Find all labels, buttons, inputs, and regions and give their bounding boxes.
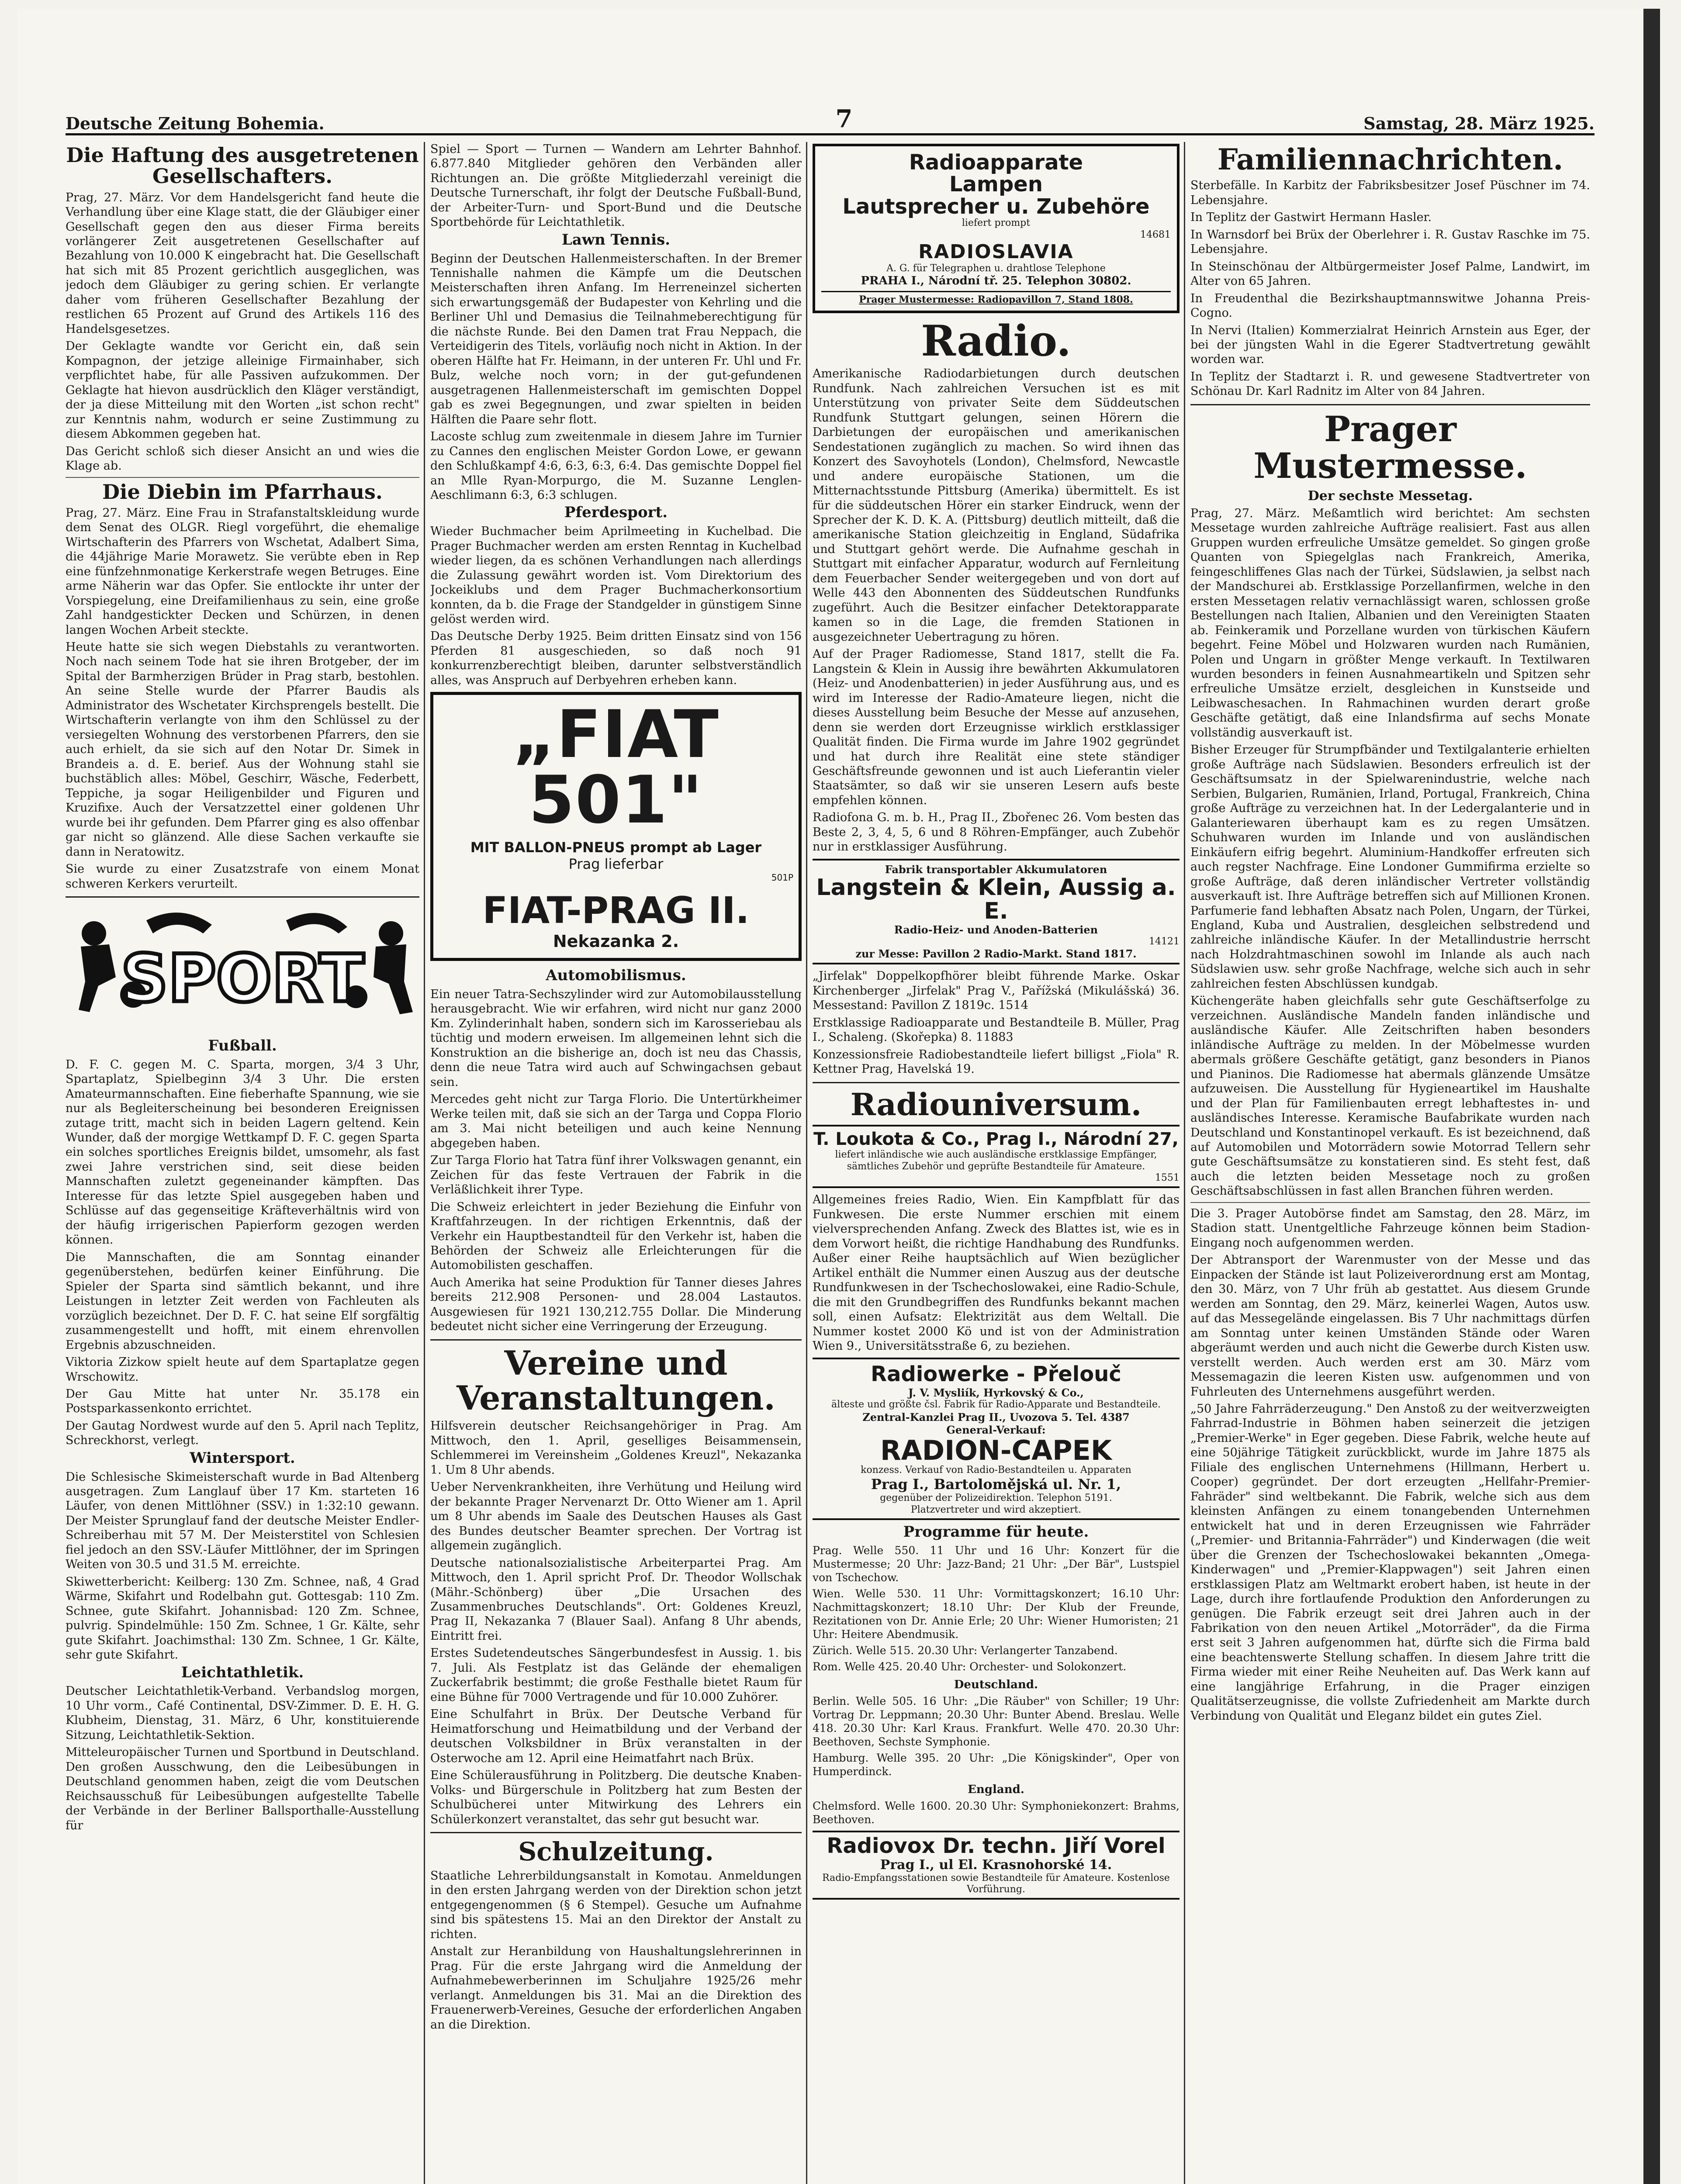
program-entry: Hamburg. Welle 395. 20 Uhr: „Die Königskinder", Oper von Humperdinck.: [813, 1752, 1179, 1778]
fiat-address: Nekazanka 2.: [553, 932, 679, 951]
article-text: Der Geklagte wandte vor Gericht ein, daß sein Kompagnon, der jetzige alleinige Firmainhaber, sich verpflichtet habe, für alle Passiven aufzukommen. Der Geklagte hat hievon ausdrücklich den Kläger verständigt, der ja diese Mitteilung mit den Worten „ist schon recht" zur Kenntnis nahm, wodurch er seine Zustimmung zu diesem Abkommen gegeben hat.: [66, 339, 419, 441]
program-entry: Wien. Welle 530. 11 Uhr: Vormittagskonzert; 16.10 Uhr: Nachmittagskonzert; 18.10 Uhr: Der Klub der Freunde, Rezitationen von Dr. Annie Erle; 20 Uhr: Wiener Humoristen; 21 Uhr: Heitere Abendmusik.: [813, 1587, 1179, 1641]
ad-line: Lautsprecher u. Zubehöre: [842, 194, 1150, 219]
headline-programme: Programme für heute.: [903, 1523, 1089, 1541]
ad-brand: Langstein & Klein, Aussig a. E.: [816, 874, 1176, 925]
article-text: Staatliche Lehrerbildungsanstalt in Komotau. Anmeldungen in den ersten Jahrgang werden von der Direktion schon jetzt entgegengenommen (§ 6 Stempel). Gesuche um Aufnahme sind bis spätestens 15. Mai an den Direktor der Anstalt zu richten.: [430, 1869, 802, 1941]
loukota-advertisement: [813, 1125, 1179, 1188]
article-text: Erstklassige Radioapparate und Bestandteile B. Müller, Prag I., Schaleng. (Skořepka) 8. 11883: [813, 1016, 1179, 1044]
ad-brand: RADION-CAPEK: [880, 1434, 1112, 1466]
radiovox-advertisement: [813, 1831, 1179, 1900]
article-text: In Teplitz der Stadtarzt i. R. und gewesene Stadtvertreter von Schönau Dr. Karl Radnitz im Alter von 84 Jahren.: [1190, 370, 1590, 398]
divider: [66, 896, 419, 898]
article-text: Die Mannschaften, die am Sonntag einander gegenüberstehen, bedürfen keiner Einführung. Die Spieler der Sparta sind sämtlich bekannt, und ihre Leistungen in letzter Zeit werden von Fachleuten als vorzüglich bezeichnet. Der D. F. C. hat seine Elf sorgfältig zusammengestellt und hofft, mit einem ehrenvollen Ergebnis abzuschneiden.: [66, 1250, 419, 1352]
fiat-dealer: FIAT-PRAG II.: [482, 889, 750, 932]
page-number: 7: [835, 104, 853, 133]
ad-line: liefert prompt: [962, 218, 1031, 229]
article-text: In Warnsdorf bei Brüx der Oberlehrer i. R. Gustav Raschke im 75. Lebensjahre.: [1190, 228, 1590, 256]
langstein-klein-advertisement: [813, 859, 1179, 965]
radioslavia-advertisement: [813, 144, 1179, 313]
headline-diebin: Die Diebin im Pfarrhaus.: [102, 480, 383, 504]
article-text: Der Abtransport der Warenmuster von der Messe und das Einpacken der Stände ist laut Polizeiverordnung erst am Montag, den 30. März, von 7 Uhr früh ab gestattet. Aus diesem Grunde werden am Sonntag, den 29. März, keinerlei Wagen, Autos usw. auf das Messegelände eingelassen. Bis 7 Uhr nachmittags dürfen am Sonntag unter keinen Umständen Stände oder Waren abgeräumt werden und auch nicht die Gewerbe durch Kisten usw. verstellt werden. Auch werden erst am 30. März vom Messemagazin die leeren Kisten usw. aufgenommen und von Fuhrleuten des Unternehmens ausgeführt werden.: [1190, 1253, 1590, 1399]
article-text: D. F. C. gegen M. C. Sparta, morgen, 3/4 3 Uhr, Spartaplatz, Spielbeginn 3/4 3 Uhr. Die ersten Amateurmannschaften. Eine fieberhafte Spannung, wie sie nur als Begleiterscheinung bei besonderen Ereignissen zutage tritt, macht sich in beiden Lagern geltend. Kein Wunder, daß der morgige Wettkampf D. F. C. gegen Sparta ein solches sportliches Ereignis bildet, umsomehr, als fast zwei Jahre verstrichen sind, seit diese beiden Mannschaften zuletzt gegeneinander kämpften. Das Interesse für das letzte Spiel ausgegeben haben und Schlüsse auf das gegenseitige Kräfteverhältnis wird von der häufig irrigerischen Papierform gezogen werden können.: [66, 1057, 419, 1247]
article-text: Mitteleuropäischer Turnen und Sportbund in Deutschland. Den großen Ausschwung, den die Leibesübungen in Deutschland genommen haben, zeigt die vom Deutschen Reichsausschuß für Leibesübungen aufgestellte Tabelle der Verbände in der Berliner Ballsporthalle-Ausstellung für: [66, 1745, 419, 1832]
headline-fussball: Fußball.: [208, 1037, 277, 1054]
ad-address: PRAHA I., Národní tř. 25. Telephon 30802.: [861, 274, 1131, 288]
ad-line: zur Messe: Pavillon 2 Radio-Markt. Stand 1817.: [855, 947, 1137, 961]
article-text: Beginn der Deutschen Hallenmeisterschaften. In der Bremer Tennishalle nahmen die Kämpfe um die Deutschen Meisterschaften ihren Anfang. Im Herreneinzel sicherten sich erwartungsgemäß der Budapester von Kehrling und die Berliner Uhl und Demasius die Teilnahmeberechtigung für die nächste Runde. Bei den Damen trat Frau Neppach, die Verteidigerin des Titels, vorläufig noch nicht in Aktion. In der oberen Hälfte hat Fr. Heimann, in der unteren Fr. Uhl und Fr. Bulz, welche noch vorn; in der gut-gefundenen ausgetragenen Hallenmeisterschaft im gemischten Doppel gab es zwei Begegnungen, und zwar spielten in beiden Hälften die Paare sehr flott.: [430, 252, 802, 426]
ad-line: gegenüber der Polizeidirektion. Telephon 5191.: [880, 1493, 1112, 1504]
article-text: Küchengeräte haben gleichfalls sehr gute Geschäftserfolge zu verzeichnen. Ausländische Mandeln fanden inländische und ausländische Käufer. Alle Zeitschriften haben besonders inländische Aufträge zu melden. In der Möbelmesse wurden abermals größere Geschäfte getätigt, ganz besonders in Pianos und Pianinos. Die Radiomesse hat abermals glänzende Umsätze aufzuweisen. Die Ausstellung für Hygieneartikel im Haushalte und der Plan für Familienbauten erregt lebhaftestes in- und ausländisches Interesse. Keramische Baufabrikate wurden nach Deutschland und Konstantinopel verkauft. Es ist bezeichnend, daß auf Automobilen und Motorrädern sowie Motorrad Tellern sehr gute Geschäftsumsätze zu konstatieren sind. Es steht fest, daß auch die letzten beiden Messetage noch zu großen Geschäftsabschlüssen in fast allen Branchen führen werden.: [1190, 994, 1590, 1198]
article-text: Deutscher Leichtathletik-Verband. Verbandslog morgen, 10 Uhr vorm., Café Continental, DSV-Zimmer. D. E. H. G. Klubheim, Dienstag, 31. März, 6 Uhr, konstituierende Sitzung, Leichtathletik-Sektion.: [66, 1684, 419, 1742]
headline-leichtathletik: Leichtathletik.: [181, 1663, 304, 1681]
article-text: Prag, 27. März. Eine Frau in Strafanstaltskleidung wurde dem Senat des OLGR. Riegl vorgeführt, die ehemalige Wirtschafterin des Pfarrers von Wschetat, Adalbert Sima, die 44jährige Marie Morawetz. Sie verübte eben in Rep eine fünfzehnmonatige Kerkerstrafe wegen Betruges. Eine arme Näherin war das Opfer. Sie entlockte ihr unter der Vorspiegelung, eine Dreifamilienhaus zu sein, eine große Zahl handgestickter Decken und Schürzen, in denen langen Wochen Arbeit steckte.: [66, 506, 419, 637]
ad-line: Radio-Heiz- und Anoden-Batterien: [894, 923, 1098, 936]
radiowerke-advertisement: [813, 1358, 1179, 1520]
headline-radio: Radio.: [921, 316, 1071, 366]
article-text: Der Gautag Nordwest wurde auf den 5. April nach Teplitz, Schreckhorst, verlegt.: [66, 1419, 419, 1448]
column-rule: [424, 142, 425, 2184]
page-header: [66, 103, 1595, 135]
article-text: Hilfsverein deutscher Reichsangehöriger in Prag. Am Mittwoch, den 1. April, geselliges Beisammensein, Schlemmerei im Vereinsheim „Goldenes Kreuzl", Nekazanka 1. Um 8 Uhr abends.: [430, 1419, 802, 1477]
article-text: In Teplitz der Gastwirt Hermann Hasler.: [1190, 211, 1432, 225]
article-text: Skiwetterbericht: Keilberg: 130 Zm. Schnee, naß, 4 Grad Wärme, Skifahrt und Rodelbahn gut. Gottesgab: 110 Zm. Schnee, gute Skifahrt. Johannisbad: 120 Zm. Schnee, pulvrig. Spindelmühle: 150 Zm. Schnee, 1 Gr. Kälte, sehr gute Skifahrt. Joachimsthal: 130 Zm. Schnee, 1 Gr. Kälte, sehr gute Skifahrt.: [66, 1575, 419, 1662]
article-text: Anstalt zur Heranbildung von Haushaltungslehrerinnen in Prag. Für die erste Jahrgang wird die Anmeldung der Aufnahmebewerberinnen im Schuljahre 1925/26 mehr verlangt. Anmeldungen bis 31. Mai an die Direktion des Frauenerwerb-Vereines, Gesuche der erforderlichen Angaben an die Direktion.: [430, 1945, 802, 2032]
program-entry: Berlin. Welle 505. 16 Uhr: „Die Räuber" von Schiller; 19 Uhr: Vortrag Dr. Leppmann; 20.30 Uhr: Bunter Abend. Breslau. Welle 418. 20.30 Uhr: Karl Kraus. Frankfurt. Welle 470. 20.30 Uhr: Beethoven, Sechste Symphonie.: [813, 1695, 1179, 1749]
issue-date: Samstag, 28. März 1925.: [1363, 114, 1595, 133]
ad-line: J. V. Mysliík, Hyrkovský & Co.,: [908, 1386, 1084, 1400]
paper-title: Deutsche Zeitung Bohemia.: [66, 114, 325, 133]
ad-line: Lampen: [949, 172, 1043, 197]
article-text: Auch Amerika hat seine Produktion für Tanner dieses Jahres bereits 212.908 Personen- und 28.004 Lastautos. Ausgewiesen für 1921 130,212.755 Dollar. Die Minderung bedeutet nicht sicher eine Verringerung der Erzeugung.: [430, 1275, 802, 1334]
ad-line: Radio-Empfangsstationen sowie Bestandteile für Amateure. Kostenlose Vorführung.: [822, 1872, 1170, 1895]
program-entry: Rom. Welle 425. 20.40 Uhr: Orchester- und Solokonzert.: [813, 1660, 1127, 1673]
article-text: Eine Schulfahrt in Brüx. Der Deutsche Verband für Heimatforschung und Heimatbildung und der Verband der deutschen Volksbildner in Brüx veranstalten in der Osterwoche am 12. April eine Heimatfahrt nach Brüx.: [430, 1707, 802, 1765]
scan-edge: [1643, 9, 1660, 2184]
ad-code: 14681: [1140, 229, 1171, 240]
ad-brand: T. Loukota & Co., Prag I., Národní 27,: [813, 1129, 1179, 1150]
ad-line: Zentral-Kanzlei Prag II., Uvozova 5. Tel. 4387: [862, 1410, 1130, 1424]
fiat-line: Prag lieferbar: [568, 856, 664, 873]
divider: [813, 1082, 1179, 1083]
ad-address: Prag I., ul El. Krasnohorské 14.: [880, 1857, 1112, 1873]
headline-schulzeitung: Schulzeitung.: [518, 1837, 714, 1867]
article-text: Sterbefälle. In Karbitz der Fabriksbesitzer Josef Püschner im 74. Lebensjahre.: [1190, 179, 1590, 207]
article-text: Prag, 27. März. Meßamtlich wird berichtet: Am sechsten Messetage wurden zahlreiche Aufträge realisiert. Fast aus allen Gruppen wurden erfreuliche Umsätze gemeldet. So gingen große Quanten von Spiegelglas nach Frankreich, Amerika, feingeschliffenes Glas nach der Türkei, Südslawien, ja selbst nach der Mandschurei ab. Erstklassige Porzellanfirmen, welche in den ersten Messetagen relativ vernachlässigt waren, schlossen große Bestellungen nach Italien, Albanien und den Vereinigten Staaten ab. Feinkeramik und Porzellane wurden von türkischen Käufern begehrt. Feine Möbel und Holzwaren wurden nach Rumänien, Polen und Ungarn in größter Menge verkauft. In Textilwaren wurden besonders in feinen Ausnahmeartikeln und Spitzen sehr erfreuliche Umsätze erzielt, desgleichen in Kunstseide und Leibwaschesachen. In Rahmachinen wurden derart große Geschäfte getätigt, daß eine Inlandsfirma auf sechs Monate vollständig ausverkauft ist.: [1190, 506, 1590, 740]
article-text: Amerikanische Radiodarbietungen durch deutschen Rundfunk. Nach zahlreichen Versuchen ist es mit Unterstützung von privater Seite dem Süddeutschen Rundfunk Stuttgart gelungen, seinen Hörern die Darbietungen der europäischen und amerikanischen Sendestationen zugänglich zu machen. So wird ihnen das Konzert des Savoyhotels (London), Chelmsford, Newcastle und andere europäische Stationen, um die Mitternachtsstunde Pittsburg (Amerika) übermittelt. Es ist für die süddeutschen Hörer ein starker Eindruck, wenn der Sprecher der K. D. K. A. (Pittsburg) deutlich mitteilt, daß die amerikanische Station gleichzeitig in England, Südafrika und Stuttgart gehört werde. Die Aufnahme geschah in Stuttgart mit einfacher Apparatur, wodurch auf Fernleitung dem Feuerbacher Sender weitergegeben und von dort auf Welle 443 den Abonnenten des Süddeutschen Rundfunks zugeführt. Auch die Besitzer einfacher Detektorapparate kamen so in die Lage, die fremden Stationen in ausgezeichneter Uebertragung zu hören.: [813, 367, 1179, 644]
article-text: Ein neuer Tatra-Sechszylinder wird zur Automobilausstellung herausgebracht. Wie wir erfahren, wird nicht nur ganz 2000 Km. Zylinderinhalt haben, sondern sich im Karosseriebau als tüchtig und modern erweisen. Im allgemeinen lehnt sich die Konstruktion an die bisherige an, doch ist neu das Chassis, denn die neue Tatra wird auch auf Schwingachsen gebaut sein.: [430, 988, 802, 1089]
article-text: Viktoria Zizkow spielt heute auf dem Spartaplatze gegen Wrschowitz.: [66, 1355, 419, 1384]
program-section: England.: [968, 1783, 1024, 1797]
article-text: Das Gericht schloß sich dieser Ansicht an und wies die Klage ab.: [66, 444, 419, 473]
divider: [430, 1339, 802, 1341]
article-text: Die Schlesische Skimeisterschaft wurde in Bad Altenberg ausgetragen. Zum Langlauf über 17 Km. starteten 16 Läufer, von denen Mittlöhner (SSV.) in 1:32:10 gewann. Der Meister Sprunglauf fand der deutsche Meister Endler-Schreiberhau mit 57 M. Der Meisterstitel von Schlesien fiel jedoch an den SSV.-Läufer Mittlöhner, der im Springen Weiten von 30.5 und 31.5 M. erreichte.: [66, 1470, 419, 1572]
column-rule: [1184, 142, 1185, 2184]
article-text: „Jirfelak" Doppelkopfhörer bleibt führende Marke. Oskar Kirchenberger „Jirfelak" Prag V., Pařížská (Mikulášská) 36. Messestand: Pavillon Z 1819c. 1514: [813, 969, 1179, 1013]
ad-brand: Radiovox Dr. techn. Jiří Vorel: [827, 1834, 1166, 1859]
article-text: Zur Targa Florio hat Tatra fünf ihrer Volkswagen genannt, ein Zeichen für das feste Vertrauen der Fabrik in die Verläßlichkeit ihrer Type.: [430, 1154, 802, 1197]
ad-line: konzess. Verkauf von Radio-Bestandteilen u. Apparaten: [861, 1464, 1131, 1476]
sport-banner: [66, 903, 419, 1034]
article-text: „50 Jahre Fahrräderzeugung." Den Anstoß zu der weitverzweigten Fahrrad-Industrie in Böhmen haben seinerzeit die jetzigen „Premier-Werke" in Eger gegeben. Diese Fabrik, welche heute auf eine 50jährige Tätigkeit zurückblickt, wurde im Jahre 1875 als Filiale des englischen Unternehmens (Hillmann, Herbert u. Cooper) gegründet. Der dort erzeugten „Hellfahr-Premier-Fahräder" sind weltbekannt. Die Fabrik, welche sich aus dem kleinsten Anfängen zu einem tonangebenden Unternehmen entwickelt hat und in deren Erzeugnissen wie Fahrräder („Premier- und Britannia-Fahrräder") und Kinderwagen (die weit über die Grenzen der Tschechoslowakei bekannten „Omega-Kinderwagen" und „Premier-Klappwagen") seit Jahren einen erstklassigen Platz am Weltmarkt erobert haben, ist heute in der Lage, durch ihre fortlaufende Produktion den Anforderungen zu genügen. Die Fabrik erzeugt seit drei Jahren auch in der Fabrikation von den neuen Artikel „Motorräder", da die Firma erst seit 3 Jahren aufgenommen hat, dürfte sich die Firma bald eine beachtenswerte Stellung schaffen. In diesem Jahre tritt die Firma wieder mit einer Reihe Neuheiten auf. Das Werk kann auf eine langjährige Erfahrung, in die Prager einzigen Qualitätserzeugnisse, die vollste Zufriedenheit am Markte durch Verbindung von Qualität und Eleganz bildet ein gutes Ziel.: [1190, 1402, 1590, 1723]
sport-illustration: [66, 903, 419, 1034]
sport-word: SPORT: [121, 940, 364, 1017]
subheadline: Der sechste Messetag.: [1307, 488, 1473, 504]
column-4: [1190, 142, 1590, 2184]
article-text: In Nervi (Italien) Kommerzialrat Heinrich Arnstein aus Eger, der bei der jüngsten Wahl in die Egerer Stadtvertretung gewählt worden war.: [1190, 323, 1590, 366]
headline-mustermesse: Prager Mustermesse.: [1253, 408, 1527, 486]
headline-familiennachrichten: Familiennachrichten.: [1217, 142, 1563, 176]
fiat-code: 501P: [771, 872, 793, 883]
headline-haftung: Die Haftung des ausgetretenen Gesellschafters.: [66, 143, 419, 188]
article-text: Heute hatte sie sich wegen Diebstahls zu verantworten. Noch nach seinem Tode hat sie ihren Brotgeber, der im Spital der Barmherzigen Brüder in Prag starb, bestohlen. An seine Stelle wurde der Pfarrer Baudis als Administrator des Wschetater Kirchsprengels bestellt. Die Wirtschafterin verlangte von ihm den Schlüssel zu der versiegelten Wohnung des verstorbenen Pfarrers, den sie auch erhielt, da sie sich auf den Notar Dr. Simek in Brandeis a. d. E. berief. Aus der Wohnung stahl sie buchstäblich alles: Möbel, Geschirr, Wäsche, Federbett, Teppiche, ja sogar Heiligenbilder und Figuren und Kruzifixe. Auch der Versatzzettel einer goldenen Uhr wurde bei ihr gefunden. Dem Pfarrer ging es also offenbar gar nicht so glänzend. Alle diese Sachen verkaufte sie dann in Neratowitz.: [66, 640, 419, 859]
article-text: Auf der Prager Radiomesse, Stand 1817, stellt die Fa. Langstein & Klein in Aussig ihre bewährten Akkumulatoren (Heiz- und Anodenbatterien) in jeder Ausführung aus, und es wird im Interesse der Radio-Amateure liegen, nicht die dieses Ausstellung beim Besuche der Messe auf anzusehen, denn sie werden dort Erzeugnisse wirklich erstklassiger Qualität finden. Die Firma wurde im Jahre 1902 gegründet und hat durch ihre Realität eine stete ständiger Geschäftsfreunde gewonnen und ist auch Lieferantin vieler Staatsämter, so daß wir sie unseren Lesern aufs beste empfehlen können.: [813, 647, 1179, 807]
headline-wintersport: Wintersport.: [190, 1449, 295, 1467]
ad-code: 14121: [1149, 936, 1179, 947]
headline-vereine: Vereine und Veranstaltungen.: [457, 1343, 775, 1417]
article-text: Wieder Buchmacher beim Aprilmeeting in Kuchelbad. Die Prager Buchmacher werden am ersten Renntag in Kuchelbad wieder liegen, da es schönen Verhandlungen nach allerdings die Zulassung gewährt worden ist. Vom Direktorium des Jockeiklubs und dem Prager Buchmacherkonsortium konnten, da b. die Frage der Standgelder in günstigem Sinne gelöst werden wird.: [430, 525, 802, 626]
divider: [430, 1832, 802, 1833]
article-text: In Freudenthal die Bezirkshauptmannswitwe Johanna Preis-Cogno.: [1190, 291, 1590, 320]
divider: [1190, 1202, 1590, 1203]
ad-brand: RADIOSLAVIA: [918, 240, 1074, 263]
headline-radiouniversum: Radiouniversum.: [850, 1086, 1142, 1123]
divider: [66, 477, 419, 478]
ad-line: Fabrik transportabler Akkumulatoren: [885, 863, 1107, 876]
article-text: Radiofona G. m. b. H., Prag II., Zbořenec 26. Vom besten das Beste 2, 3, 4, 5, 6 und 8 Röhren-Empfänger, auch Zubehör nur in erstklassiger Ausführung.: [813, 811, 1179, 854]
ad-line: Platzvertreter und wird akzeptiert.: [910, 1504, 1082, 1515]
headline-automobilismus: Automobilismus.: [546, 967, 686, 985]
program-entry: Zürich. Welle 515. 20.30 Uhr: Verlangerter Tanzabend.: [813, 1644, 1118, 1657]
ad-line: liefert inländische wie auch ausländische erstklassige Empfänger, sämtliches Zubehör und geprüfte Bestandteile für Amateure.: [835, 1149, 1157, 1172]
fiat-line: MIT BALLON-PNEUS prompt ab Lager: [470, 839, 762, 856]
column-2: [430, 142, 802, 2184]
ad-line: A. G. für Telegraphen u. drahtlose Telephone: [886, 263, 1106, 274]
article-text: Die 3. Prager Autobörse findet am Samstag, den 28. März, im Stadion statt. Unentgeltliche Fahrzeuge können beim Stadion-Eingang noch aufgenommen werden.: [1190, 1206, 1590, 1250]
ad-fair-stand: Prager Mustermesse: Radiopavillon 7, Stand 1808.: [821, 291, 1171, 305]
article-text: Ueber Nervenkrankheiten, ihre Verhütung und Heilung wird der bekannte Prager Nervenarzt Dr. Otto Wiener am 1. April um 8 Uhr abends im Saale des Deutschen Hauses als Gast des Bundes deutscher Beamter sprechen. Der Vortrag ist allgemein zugänglich.: [430, 1480, 802, 1553]
ad-line: General-Verkauf:: [946, 1423, 1046, 1436]
headline-pferdesport: Pferdesport.: [564, 504, 668, 522]
program-entry: Chelmsford. Welle 1600. 20.30 Uhr: Symphoniekonzert: Brahms, Beethoven.: [813, 1800, 1179, 1826]
article-text: Spiel — Sport — Turnen — Wandern am Lehrter Bahnhof. 6.877.840 Mitglieder gehören den Verbänden aller Richtungen an. Die größte Mitgliederzahl vereinigt die Deutsche Turnerschaft, ihr folgt der Deutsche Fußball-Bund, der Arbeiter-Turn- und Sport-Bund und die Deutsche Sportbehörde für Leichtathletik.: [430, 142, 802, 229]
article-text: Erstes Sudetendeutsches Sängerbundesfest in Aussig. 1. bis 7. Juli. Als Festplatz ist das Gelände der ehemaligen Zuckerfabrik bestimmt; die große Festhalle bietet Raum für eine Bühne für 7000 Vertragende und für 10.000 Zuhörer.: [430, 1646, 802, 1704]
article-text: Mercedes geht nicht zur Targa Florio. Die Untertürkheimer Werke teilen mit, daß sie sich an der Targa und Coppa Florio am 3. Mai nicht beteiligen und auch keine Nennung abgegeben haben.: [430, 1092, 802, 1150]
ad-address: Prag I., Bartolomějská ul. Nr. 1,: [871, 1476, 1121, 1493]
column-rule: [806, 142, 807, 2184]
article-text: Die Schweiz erleichtert in jeder Beziehung die Einfuhr von Kraftfahrzeugen. In der richtigen Erkenntnis, daß der Verkehr ein Hauptbestandteil für den Verkehr ist, haben die Behörden der Schweiz alle Erleichterungen für die Automobilisten geschaffen.: [430, 1200, 802, 1272]
article-text: Das Deutsche Derby 1925. Beim dritten Einsatz sind von 156 Pferden 81 ausgeschieden, so daß noch 91 konkurrenzberechtigt bleiben, darunter selbstverständlich alles, was Anspruch auf Derbyehren erheben kann.: [430, 629, 802, 687]
radio-program-list: [813, 1544, 1179, 1826]
ad-line: älteste und größte čsl. Fabrik für Radio-Apparate und Bestandteile.: [831, 1399, 1161, 1410]
article-text: Deutsche nationalsozialistische Arbeiterpartei Prag. Am Mittwoch, den 1. April spricht Prof. Dr. Theodor Wollschak (Mähr.-Schönberg) über „Die Ursachen des Zusammenbruches Deutschlands". Ort: Goldenes Kreuzl, Prag II, Nekazanka 7 (Blauer Saal). Anfang 8 Uhr abends, Eintritt frei.: [430, 1556, 802, 1643]
article-text: Konzessionsfreie Radiobestandteile liefert billigst „Fiola" R. Kettner Prag, Havelská 19.: [813, 1047, 1179, 1076]
fiat-advertisement: [430, 692, 802, 961]
newspaper-page: [17, 9, 1660, 2184]
article-text: Sie wurde zu einer Zusatzstrafe von einem Monat schweren Kerkers verurteilt.: [66, 862, 419, 891]
ad-brand: Radiowerke - Přelouč: [871, 1362, 1121, 1387]
headline-lawn-tennis: Lawn Tennis.: [561, 231, 671, 249]
article-text: Eine Schülerausführung in Politzberg. Die deutsche Knaben-Volks- und Bürgerschule in Politzberg hat zum Besten der Schulbücherei unter Mitwirkung des Lehrers ein Schülerkonzert veranstaltet, das sehr gut besucht war.: [430, 1769, 802, 1826]
column-3: [813, 142, 1179, 2184]
divider: [1190, 404, 1590, 405]
article-text: Bisher Erzeuger für Strumpfbänder und Textilgalanterie erhielten große Aufträge nach Südslawien. Besonders erfreulich ist der Geschäftsumsatz in der Spielwarenindustrie, welche nach Serbien, Bulgarien, Rumänien, Irland, Portugal, Frankreich, China große Aufträge zu verzeichnen hat. In der Ledergalanterie und in Galanteriewaren überhaupt kam es zu regen Umsätzen. Schuhwaren wurden im Inlande und von ausländischen Einkäufern eifrig begehrt. Aluminium-Handkoffer erfreuten sich auch regster Nachfrage. Eine Londoner Gummifirma erzielte so große Aufträge, daß deren inländischer Vertreter vollständig ausverkauft ist. Ihre Aufträge betreffen sich auf Millionen Kronen. Parfumerie fand lebhaften Absatz nach Polen, Ungarn, der Türkei, England, Kuba und Australien, desgleichen selbstredend und zahlreiche inländische Käufer. In der Metallindustrie herrscht nach Holzdrahtmaschinen sowohl im Inlande als auch nach Südslawien usw. sehr große Nachfrage, welche sich auch in sehr zahlreichen festen Abschlüssen kundgab.: [1190, 743, 1590, 991]
article-text: Lacoste schlug zum zweitenmale in diesem Jahre im Turnier zu Cannes den englischen Meister Gordon Lowe, er gewann den Schlußkampf 4:6, 6:3, 6:3, 6:4. Das gemischte Doppel fiel an Mlle Ryan-Morpurgo, die M. Suzanne Lenglen-Aeschlimann 6:3, 6:3 schlugen.: [430, 430, 802, 502]
article-text: Der Gau Mitte hat unter Nr. 35.178 ein Postsparkassenkonto errichtet.: [66, 1387, 419, 1416]
ad-code: 1551: [1155, 1172, 1179, 1183]
program-section: Deutschland.: [954, 1678, 1038, 1691]
article-text: In Steinschönau der Altbürgermeister Josef Palme, Landwirt, im Alter von 65 Jahren.: [1190, 259, 1590, 288]
program-entry: Prag. Welle 550. 11 Uhr und 16 Uhr: Konzert für die Mustermesse; 20 Uhr: Jazz-Band; 21 Uhr: „Der Bär", Lustspiel von Tschechow.: [813, 1544, 1179, 1584]
article-text: Prag, 27. März. Vor dem Handelsgericht fand heute die Verhandlung über eine Klage statt, die der Gläubiger einer Gesellschaft gegen den aus dieser Firma bereits vorlängerer Zeit ausgetretenen Gesellschafter auf Bezahlung von 10.000 K eingebracht hat. Die Gesellschaft hat sich mit 85 Prozent gerichtlich ausgeglichen, was jedoch dem Gläubiger zu gering schien. Er verlangte daher vom früheren Gesellschafter Bezahlung der restlichen 65 Prozent auf Grund des Artikels 116 des Handelsgesetzes.: [66, 190, 419, 336]
column-1: [66, 142, 419, 2184]
article-text: Allgemeines freies Radio, Wien. Ein Kampfblatt für das Funkwesen. Die erste Nummer erschien mit einem vielversprechenden Anfang. Zweck des Blattes ist, wie es in dem Vorwort heißt, die richtige Handhabung des Rundfunks. Außer einer Reihe hauptsächlich auf Wien bezüglicher Artikel enthält die Nummer einen Auszug aus der deutsche Rundfunkwesen in der Tschechoslowakei, eine Radio-Schule, die mit den Grundbegriffen des Rundfunks bekannt machen soll, einen Aufsatz: Elektrizität aus dem Weltall. Die Nummer kostet 2000 Kö und ist von der Administration Wien 9., Universitätsstraße 6, zu beziehen.: [813, 1193, 1179, 1353]
fiat-model: „FIAT 501": [512, 697, 719, 839]
ad-line: Radioapparate: [909, 150, 1083, 175]
